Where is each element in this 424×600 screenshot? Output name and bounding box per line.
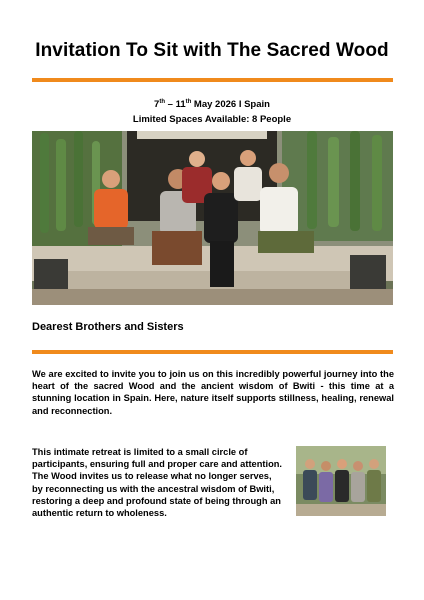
date-start-suffix: th bbox=[159, 98, 165, 105]
page-title: Invitation To Sit with The Sacred Wood bbox=[35, 40, 389, 61]
group-photo bbox=[32, 131, 393, 305]
middle-divider bbox=[32, 350, 393, 354]
intro-paragraph: We are excited to invite you to join us on this incredibly powerful journey into the heart of the sacred Wood and the ancient wisdom of Bwiti - this time at a stunning location in Spain. Here, nature itself supports stillness, healing, renewal and reconnection. bbox=[32, 369, 394, 416]
greeting: Dearest Brothers and Sisters bbox=[32, 321, 184, 333]
event-dates bbox=[0, 97, 424, 112]
date-end-suffix: th bbox=[185, 98, 192, 105]
event-info bbox=[0, 97, 424, 127]
date-rest: May 2026 I Spain bbox=[191, 99, 270, 110]
date-start: 7 bbox=[154, 99, 160, 110]
date-separator: – bbox=[165, 99, 176, 110]
date-end: 11 bbox=[175, 99, 186, 110]
spaces-available: Limited Spaces Available: 8 People bbox=[132, 114, 292, 125]
small-group-photo bbox=[296, 446, 386, 516]
retreat-paragraph: This intimate retreat is limited to a small circle of participants, ensuring full and proper care and attention. The Wood invites us to release what no longer serves, by reconnecting us with the ancestral wisdom of Bwiti, restoring a deep and profound state of being through an authentic return to wholeness. bbox=[32, 447, 283, 519]
top-divider bbox=[32, 78, 393, 82]
